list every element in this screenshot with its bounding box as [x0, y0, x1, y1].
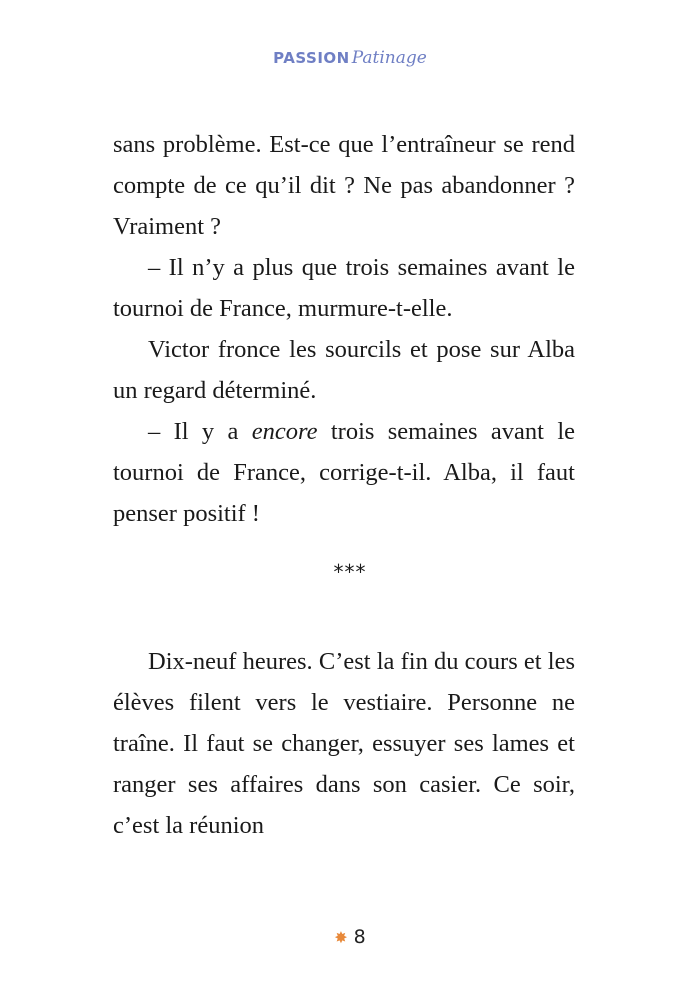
italic-emphasis: encore — [251, 418, 318, 445]
paragraph: sans problème. Est-ce que l’entraîneur se rend compte de ce qu’il dit ? Ne pas abandonner ? Vraiment ? — [113, 131, 575, 240]
star-icon: ✸ — [334, 928, 348, 947]
paragraph: Victor fronce les sourcils et pose sur Alba un regard déterminé. — [113, 336, 575, 404]
paragraph — [113, 411, 575, 534]
book-series-logo — [0, 48, 700, 68]
text-span: trois semaines avant le tournoi de France, corrige-t-il. Alba, il faut penser positif ! — [113, 418, 575, 527]
logo-patinage: Patinage — [351, 48, 427, 68]
paragraph: Dix-neuf heures. C’est la fin du cours et les élèves filent vers le vestiaire. Personne ne traîne. Il faut se changer, essuyer ses lames et ranger ses affaires dans son casier. Ce soir, c’est la réunion — [113, 648, 575, 839]
logo-passion: PASSION — [273, 49, 350, 67]
body-text-block-1 — [113, 124, 575, 534]
page-number: 8 — [353, 926, 366, 948]
body-text-block-2 — [113, 641, 575, 846]
text-span: – Il y a — [148, 418, 252, 445]
page-footer — [0, 926, 700, 948]
paragraph: – Il n’y a plus que trois semaines avant le tournoi de France, murmure-t-elle. — [113, 254, 575, 322]
scene-separator: *** — [333, 560, 367, 584]
